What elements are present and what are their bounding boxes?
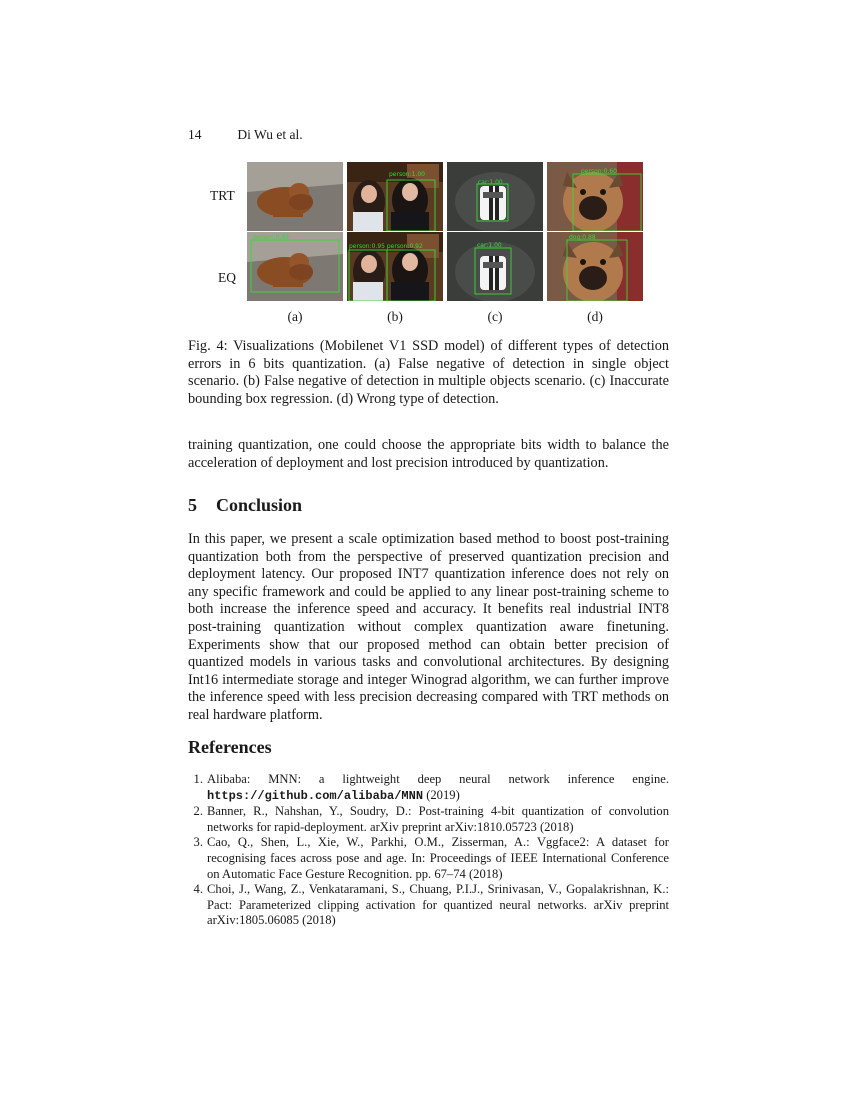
- reference-item: [188, 772, 669, 804]
- section-title: Conclusion: [216, 495, 303, 515]
- running-header: [188, 127, 303, 143]
- detection-label-trt-b: person:1.00: [389, 171, 425, 178]
- reference-item: [188, 835, 669, 882]
- figure-image-eq-c: [447, 232, 543, 301]
- figure-image-trt-b: [347, 162, 443, 231]
- section-heading: [188, 495, 302, 516]
- figure-sublabel-a: (a): [287, 309, 303, 324]
- detection-label-trt-c: car:1.00: [478, 179, 503, 186]
- reference-text: Choi, J., Wang, Z., Venkataramani, S., Chuang, P.I.J., Srinivasan, V., Gopalakrishnan, K.: Pact: Parameterized clipping activation for quantized neural networks. arXiv preprint arXiv:1805.06085 (2018): [207, 882, 669, 928]
- detection-label-eq-c: car:1.00: [477, 242, 502, 249]
- figure-sublabel-b: (b): [387, 309, 403, 324]
- reference-text: Banner, R., Nahshan, Y., Soudry, D.: Post-training 4-bit quantization of convolution networks for rapid-deployment. arXiv preprint arXiv:1810.05723 (2018): [207, 804, 669, 834]
- figure-image-trt-a: [247, 162, 343, 231]
- figure-image-eq-b: [347, 232, 443, 301]
- figure-sublabel-c: (c): [487, 309, 503, 324]
- reference-text: Alibaba: MNN: a lightweight deep neural network inference engine.: [207, 772, 669, 786]
- figure-image-eq-a: [247, 232, 343, 301]
- figure-image-eq-d: [547, 232, 643, 301]
- reference-tail: (2019): [423, 787, 460, 802]
- reference-item: [188, 882, 669, 929]
- reference-url[interactable]: https://github.com/alibaba/MNN: [207, 788, 424, 803]
- figure-image-trt-d: [547, 162, 643, 231]
- detection-label-trt-d: person:0.60: [581, 168, 617, 175]
- detection-label-eq-a: person:0.93: [253, 234, 289, 241]
- reference-number: 1.: [193, 772, 203, 786]
- reference-number: 2.: [193, 804, 203, 819]
- reference-number: 4.: [193, 882, 203, 897]
- reference-item: [188, 804, 669, 835]
- figure-image-trt-c: [447, 162, 543, 231]
- reference-text: Cao, Q., Shen, L., Xie, W., Parkhi, O.M., Zisserman, A.: Vggface2: A dataset for recognising faces across pose and age. In: Proceedings of IEEE International Conference on Automatic Face Gesture Recognition. pp. 67–74 (2018): [207, 835, 669, 881]
- section-number: 5: [188, 495, 197, 515]
- references-heading: References: [188, 737, 272, 757]
- conclusion-paragraph: In this paper, we present a scale optimization based method to boost post-training quantization both from the perspective of preserved quantization precision and deployment latency. Our proposed INT7 quantization inference does not rely on any specific framework and could be applied to any linear post-training scheme to both increase the inference speed and accuracy. It benefits real industrial INT8 post-training quantization without complex quantization aware finetuning. Experiments show that our proposed method can obtain better precision of quantized models in various tasks and convolutional architectures. By designing Int16 intermediate storage and integer Winograd algorithm, we can further improve the inference speed with less precision decreasing compared with TRT methods on real hardware platform.: [188, 531, 669, 723]
- figure-sublabel-d: (d): [587, 309, 603, 324]
- reference-number: 3.: [193, 835, 203, 850]
- detection-label-eq-b: person:0.95 person:0.92: [349, 243, 423, 250]
- running-header-authors: Di Wu et al.: [237, 127, 303, 142]
- figure-caption: Fig. 4: Visualizations (Mobilenet V1 SSD model) of different types of detection errors in 6 bits quantization. (a) False negative of detection in single object scenario. (b) False negative of detection in multiple objects scenario. (c) Inaccurate bounding box regression. (d) Wrong type of detection.: [188, 338, 669, 407]
- reference-list: [188, 772, 669, 929]
- paragraph-continuation: training quantization, one could choose the appropriate bits width to balance the acceleration of deployment and lost precision introduced by quantization.: [188, 437, 669, 471]
- figure-row-label-trt: TRT: [210, 188, 235, 203]
- detection-label-eq-d: dog:0.88: [569, 234, 596, 241]
- page-number: 14: [188, 127, 202, 142]
- figure-row-label-eq: EQ: [218, 270, 236, 285]
